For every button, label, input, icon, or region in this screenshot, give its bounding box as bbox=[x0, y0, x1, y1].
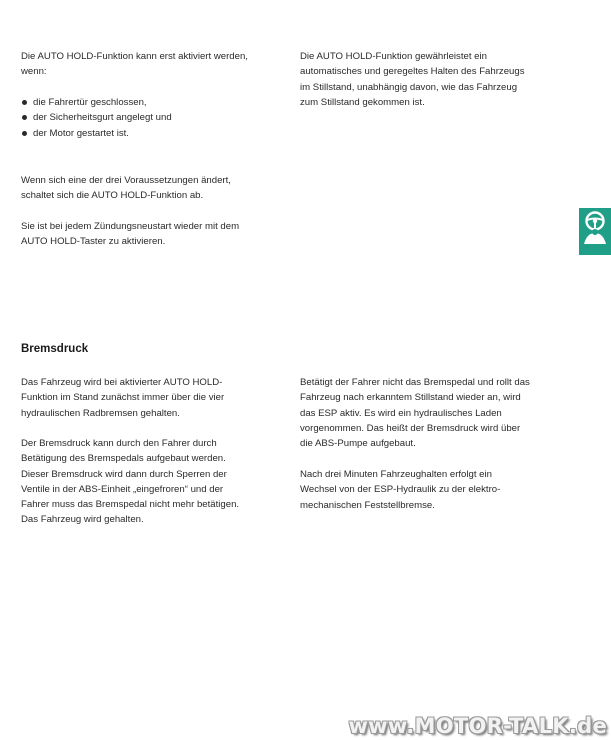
text-line: hydraulischen Radbremsen gehalten. bbox=[21, 407, 180, 419]
text-line: Funktion im Stand zunächst immer über die vier bbox=[21, 392, 225, 404]
section-heading: Bremsdruck bbox=[21, 343, 89, 355]
list-item: der Sicherheitsgurt angelegt und bbox=[21, 110, 283, 125]
watermark: www.MOTOR-TALK.de bbox=[348, 714, 607, 738]
text-line: Wechsel von der ESP-Hydraulik zu der elektro- bbox=[300, 484, 501, 496]
steering-wheel-driver-icon bbox=[579, 208, 611, 255]
text-line: Fahrer muss das Bremspedal nicht mehr betätigen. bbox=[21, 499, 240, 511]
text-line: Das Fahrzeug wird gehalten. bbox=[21, 514, 144, 526]
text-line: Das Fahrzeug wird bei aktivierter AUTO HOLD- bbox=[21, 377, 223, 388]
chapter-tab bbox=[579, 208, 611, 255]
deactivation-paragraph bbox=[21, 173, 283, 204]
intro-paragraph bbox=[21, 49, 283, 80]
list-item: der Motor gestartet ist. bbox=[21, 126, 283, 141]
text-line: Fahrzeug nach erkanntem Stillstand wieder an, wird bbox=[300, 392, 521, 404]
conditions-list bbox=[21, 95, 283, 141]
text-line: AUTO HOLD-Taster zu aktivieren. bbox=[21, 236, 166, 248]
text-line: Betätigt der Fahrer nicht das Bremspedal und rollt das bbox=[300, 377, 530, 388]
text-line: Sie ist bei jedem Zündungsneustart wieder mit dem bbox=[21, 221, 240, 232]
text-line: vorgenommen. Das heißt der Bremsdruck wird über bbox=[300, 422, 521, 434]
text-line: Dieser Bremsdruck wird dann durch Sperren der bbox=[21, 468, 227, 480]
reactivation-paragraph bbox=[21, 219, 283, 250]
text-line: Wenn sich eine der drei Voraussetzungen ändert, bbox=[21, 175, 231, 186]
parking-brake-paragraph bbox=[300, 467, 562, 513]
text-line: wenn: bbox=[21, 66, 47, 78]
list-item: die Fahrertür geschlossen, bbox=[21, 95, 283, 110]
text-line: zum Stillstand gekommen ist. bbox=[300, 96, 425, 108]
text-line: Der Bremsdruck kann durch den Fahrer durch bbox=[21, 438, 217, 449]
text-line: Nach drei Minuten Fahrzeughalten erfolgt ein bbox=[300, 469, 492, 480]
text-line: Die AUTO HOLD-Funktion kann erst aktiviert werden, bbox=[21, 51, 248, 62]
text-line: Betätigung des Bremspedals aufgebaut werden. bbox=[21, 453, 226, 465]
text-line: Die AUTO HOLD-Funktion gewährleistet ein bbox=[300, 51, 487, 62]
function-description-paragraph bbox=[300, 49, 562, 110]
holding-paragraph bbox=[21, 375, 283, 421]
text-line: mechanischen Feststellbremse. bbox=[300, 499, 435, 511]
text-line: automatisches und geregeltes Halten des Fahrzeugs bbox=[300, 66, 525, 78]
brake-pressure-paragraph bbox=[21, 436, 283, 528]
esp-paragraph bbox=[300, 375, 562, 451]
text-line: die ABS-Pumpe aufgebaut. bbox=[300, 438, 416, 450]
text-line: im Stillstand, unabhängig davon, wie das Fahrzeug bbox=[300, 81, 518, 93]
text-line: das ESP aktiv. Es wird ein hydraulisches Laden bbox=[300, 407, 502, 419]
text-line: Ventile in der ABS-Einheit „eingefroren“ und der bbox=[21, 483, 224, 495]
text-line: schaltet sich die AUTO HOLD-Funktion ab. bbox=[21, 190, 204, 202]
